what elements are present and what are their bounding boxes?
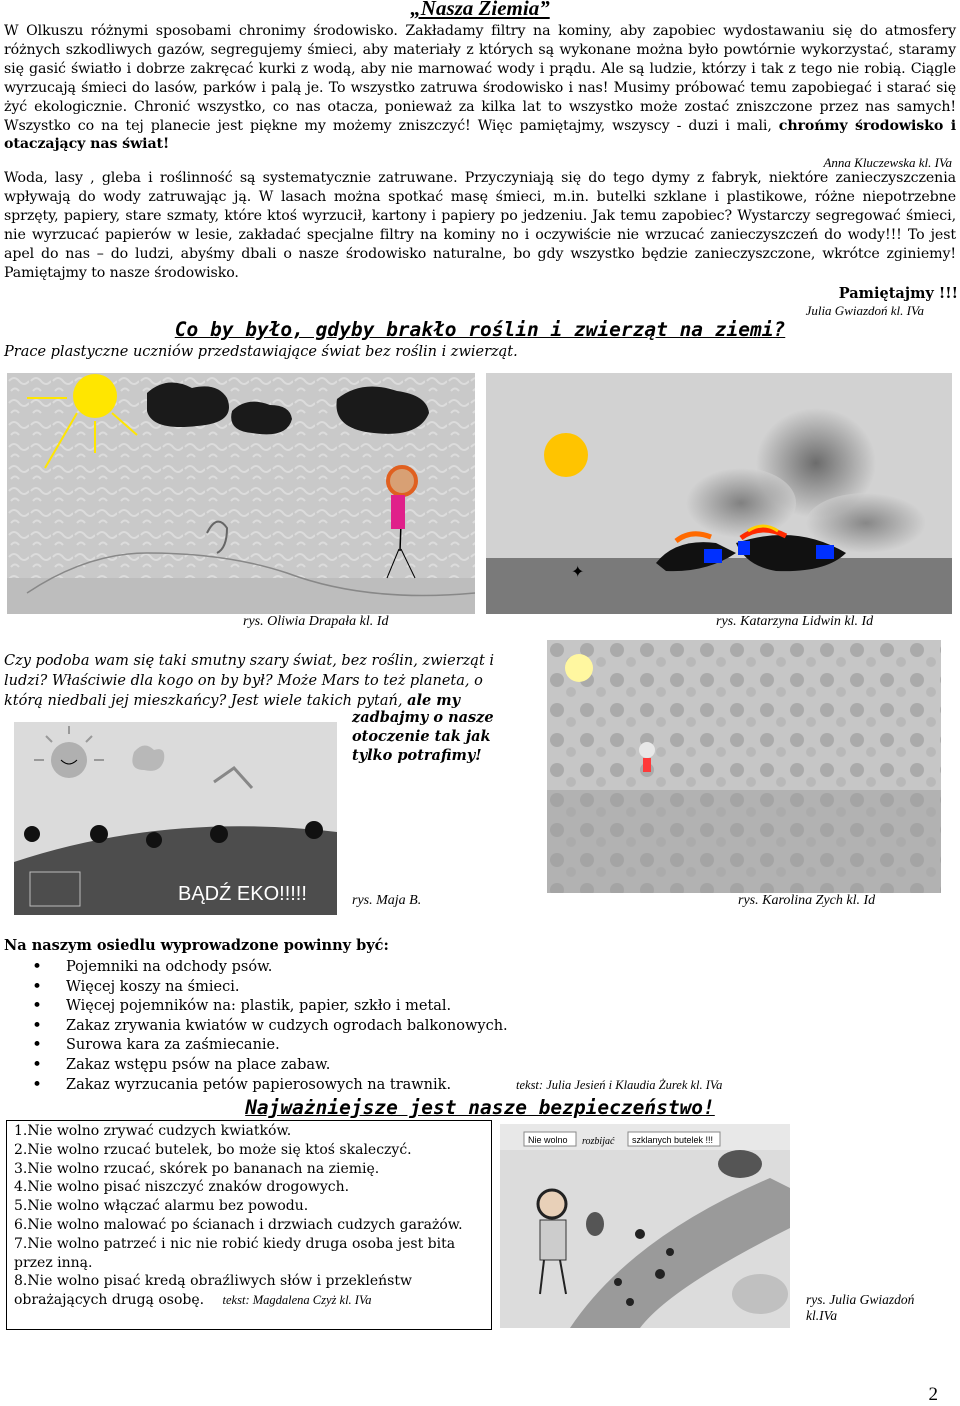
sun-icon — [544, 433, 588, 477]
flower-icon — [132, 745, 164, 770]
question-body: Czy podoba wam się taki smutny szary świat, bez roślin, zwierząt i ludzi? Właściwie dla kogo on by był? Może Mars to też planeta, o którą niedbali jej mieszkańcy? Jest wiele takich pytań, — [4, 653, 495, 709]
article-1-text: W Olkuszu różnymi sposobami chronimy środowisko. Zakładamy filtry na kominy, aby zapobiec wydostawaniu się do atmosfery różnych szkodliwych gazów, segregujemy śmieci, aby materiały z których są wykonane można było powtórnie wykorzystać, staramy się gasić światło i dobrze zakręcać kurki z wodą, aby nie marnować wody i prądu. Ale są ludzie, którzy i tak z tego nie robią. Ciągle wyrzucają śmieci do lasów, parków i palą je. To wszystko zatruwa środowisko i nas! Musimy próbować temu zapobiegać i starać się żyć ekologicznie. Chronić wszystko, co nas otacza, ponieważ za kilka lat to wszystko może zostać zniszczone przez nas samych! Wszystko co na tej planecie jest piękne my możemy zniszczyć! Więc pamiętajmy, wszyscy - duzi i mali, — [4, 23, 956, 134]
cloud-icon — [147, 383, 229, 427]
drawing-julia-text-3: szklanych butelek !!! — [632, 1135, 714, 1145]
section-subtitle: Prace plastyczne uczniów przedstawiające świat bez roślin i zwierząt. — [4, 344, 518, 360]
estate-list — [32, 958, 508, 1095]
svg-text:✦: ✦ — [571, 562, 585, 581]
sun-icon — [73, 374, 117, 418]
article-2: Woda, lasy , gleba i roślinność są systematycznie zatruwane. Przyczyniają się do tego dymy z fabryk, niektóre zanieczyszczenia wpływają do wody zatruwając ją. W lasach można spotkać masę śmieci, m.in. butelki szklane i plastikowe, różne niepotrzebne sprzęty, papiery, stare szmaty, które ktoś wyrzucił, kartony i papiery po jedzeniu. Jak temu zapobiec? Wystarczy segregować śmieci, nie wyrzucać papierów w lesie, zakładać specjalne filtry na kominy no i oczywiście nie wrzucać zanieczyszczeń do wody!!! To jest apel do nas – do ludzi, abyśmy dbali o nasze środowisko naturalne, bo gdy wszystko będzie zanieczyszczone, wkrótce zginiemy! Pamiętajmy to nasze środowisko. — [4, 170, 956, 281]
drawing-maja — [14, 722, 337, 915]
sun-icon — [565, 654, 593, 682]
article-1-author: Anna Kluczewska kl. IVa — [823, 155, 952, 170]
drawing-oliwia — [7, 373, 475, 614]
question-bold-2: zadbajmy o nasze otoczenie tak jak tylko potrafimy! — [352, 709, 494, 764]
caption-karolina: rys. Karolina Zych kl. Id — [738, 893, 876, 908]
list-item: 3.Nie wolno rzucać, skórek po bananach na ziemię. — [14, 1160, 380, 1177]
list-item: • Zakaz wstępu psów na place zabaw. — [32, 1056, 508, 1076]
article-1 — [4, 22, 956, 154]
drawing-maja-svg — [14, 722, 337, 915]
drawing-oliwia-svg — [7, 373, 475, 614]
drawing-julia-text-1: Nie wolno — [528, 1135, 568, 1145]
article-1-bold-ending: chrońmy środowisko i otaczający nas świat! — [4, 117, 957, 153]
drawing-julia — [500, 1124, 790, 1328]
drawing-julia-text-2: rozbijać — [582, 1136, 615, 1147]
caption-julia: rys. Julia Gwiazdoń kl.IVa — [806, 1292, 915, 1323]
list-item: 1.Nie wolno zrywać cudzych kwiatków. — [14, 1123, 292, 1139]
page-title: „Nasza Ziemia” — [410, 0, 550, 20]
section-heading-plants-animals: Co by było, gdyby brakło roślin i zwierząt na ziemi? — [174, 318, 786, 341]
list-item: 6.Nie wolno malować po ścianach i drzwiach cudzych garażów. — [14, 1216, 463, 1233]
list-item: 7.Nie wolno patrzeć i nic nie robić kiedy druga osoba jest bita przez inną. — [14, 1235, 456, 1271]
drawing-katarzyna — [486, 373, 952, 614]
list-item: • Więcej pojemników na: plastik, papier, szkło i metal. — [32, 997, 508, 1017]
section-heading-safety: Najważniejsze jest nasze bezpieczeństwo! — [245, 1096, 715, 1119]
question-text — [4, 652, 524, 712]
list-item: • Więcej koszy na śmieci. — [32, 978, 508, 998]
page-number: 2 — [928, 1384, 938, 1405]
bottle-icon — [718, 1150, 762, 1178]
question-bold-1: ale my — [407, 692, 461, 709]
drawing-julia-svg — [500, 1124, 790, 1328]
list-item — [8, 1272, 478, 1310]
drawing-maja-text: BĄDŹ EKO!!!!! — [178, 883, 307, 905]
safety-credits: tekst: Magdalena Czyż kl. IVa — [222, 1293, 372, 1308]
caption-katarzyna: rys. Katarzyna Lidwin kl. Id — [716, 614, 874, 629]
sun-icon — [51, 742, 87, 778]
drawing-karolina — [547, 640, 941, 893]
list-item-text: 8.Nie wolno pisać kredą obraźliwych słów i przekleństw obrażających drugą osobę. — [14, 1273, 412, 1309]
list-item: • Zakaz zrywania kwiatów w cudzych ogrodach balkonowych. — [32, 1017, 508, 1037]
article-2-closing: Pamiętajmy !!! — [838, 285, 958, 302]
list-item: 4.Nie wolno pisać niszczyć znaków drogowych. — [14, 1179, 350, 1196]
section-heading-estate: Na naszym osiedlu wyprowadzone powinny być: — [4, 937, 389, 954]
list-item: • Zakaz wyrzucania petów papierosowych na trawnik. — [32, 1076, 508, 1096]
safety-list — [8, 1122, 478, 1310]
drawing-karolina-svg — [547, 640, 941, 893]
caption-maja: rys. Maja B. — [352, 893, 422, 908]
list-item: 2.Nie wolno rzucać butelek, bo może się ktoś skaleczyć. — [14, 1141, 412, 1158]
caption-oliwia: rys. Oliwia Drapała kl. Id — [243, 614, 389, 629]
estate-credits: tekst: Julia Jesień i Klaudia Żurek kl. IVa — [516, 1078, 723, 1092]
list-item: 5.Nie wolno włączać alarmu bez powodu. — [14, 1198, 309, 1215]
list-item: • Pojemniki na odchody psów. — [32, 958, 508, 978]
drawing-katarzyna-svg — [486, 373, 952, 614]
article-2-author: Julia Gwiazdoń kl. IVa — [805, 303, 924, 318]
list-item: • Surowa kara za zaśmiecanie. — [32, 1036, 508, 1056]
